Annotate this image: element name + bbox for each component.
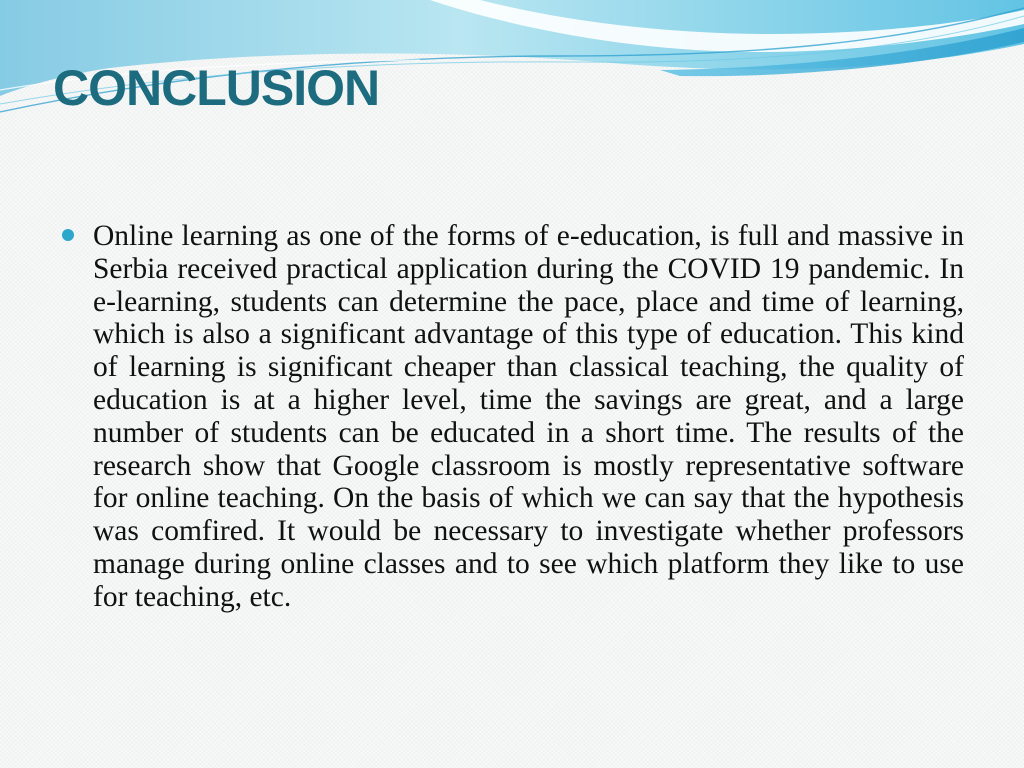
bullet-list [62, 220, 964, 614]
bullet-dot-icon [62, 229, 74, 241]
slide-title: CONCLUSION [53, 60, 380, 116]
bullet-text: Online learning as one of the forms of e-education, is full and massive in Serbia received practical application during the COVID 19 pandemic. In e-learning, students can determine the pace, place and time of learning, which is also a significant advantage of this type of education. This kind of learning is significant cheaper than classical teaching, the quality of education is at a higher level, time the savings are great, and a large number of students can be educated in a short time. The results of the research show that Google classroom is mostly representative software for online teaching. On the basis of which we can say that the hypothesis was comfired. It would be necessary to investigate whether professors manage during online classes and to see which platform they like to use for teaching, etc. [93, 220, 964, 613]
bullet-item [62, 220, 964, 614]
